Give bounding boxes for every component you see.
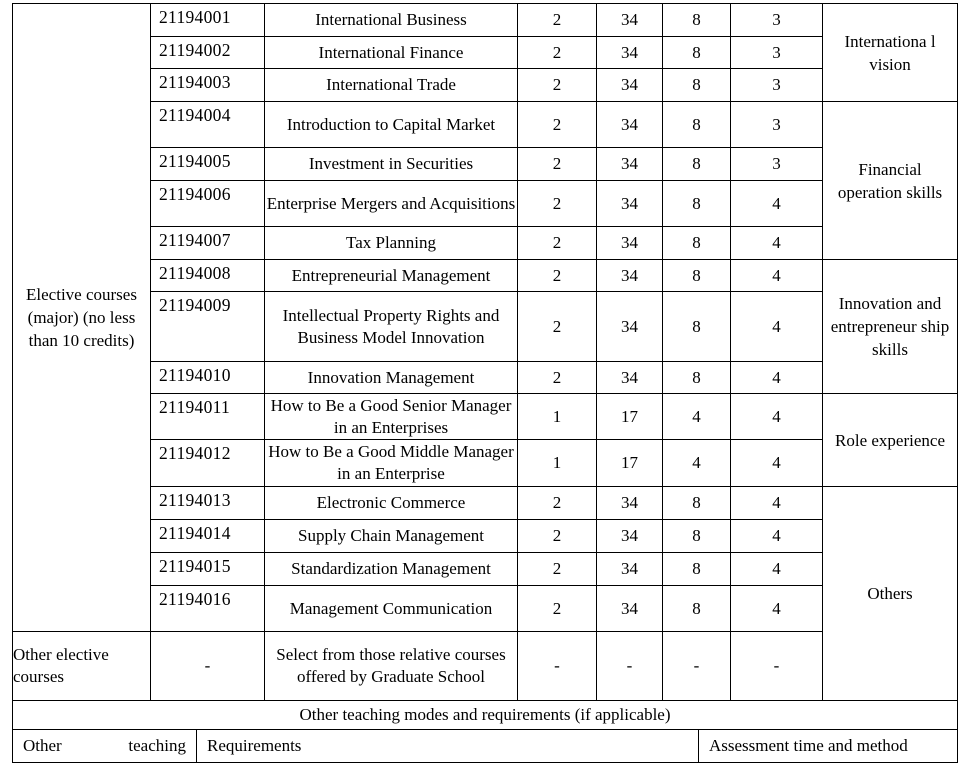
course-code: 21194007	[159, 230, 231, 250]
course-credit: 2	[552, 559, 562, 578]
course-code: 21194003	[159, 72, 231, 92]
footer-other-teaching: Other teaching	[23, 736, 186, 755]
course-name: Supply Chain Management	[297, 526, 485, 545]
course-credit: 2	[552, 526, 562, 545]
course-semester: -	[773, 656, 780, 675]
course-credit: 1	[552, 406, 562, 426]
course-hours: 34	[621, 233, 638, 252]
course-name: Introduction to Capital Market	[286, 114, 496, 134]
course-semester: 4	[772, 598, 781, 618]
course-semester: 4	[772, 453, 781, 472]
course-name: International Trade	[326, 75, 456, 94]
course-credit: 1	[552, 453, 562, 472]
course-code: 21194012	[159, 443, 231, 463]
course-hours: 17	[621, 453, 638, 472]
course-practice-hours: 8	[692, 367, 701, 387]
table-border	[957, 3, 958, 763]
course-code: 21194002	[159, 40, 231, 60]
course-code: 21194006	[159, 184, 231, 204]
course-credit: 2	[552, 367, 562, 387]
course-group-label: Financial operation skills	[837, 159, 943, 202]
course-hours: 34	[621, 265, 638, 285]
course-code: 21194008	[159, 263, 231, 283]
course-hours: 34	[621, 493, 638, 512]
course-name: Entrepreneurial Management	[291, 265, 491, 285]
course-practice-hours: 8	[692, 526, 701, 545]
course-group-label: Role experience	[835, 430, 945, 450]
course-credit: 2	[552, 154, 562, 173]
course-practice-hours: 8	[692, 193, 701, 213]
course-credit: 2	[552, 193, 562, 213]
course-semester: 4	[772, 316, 781, 336]
course-practice-hours: 8	[692, 233, 701, 252]
course-hours: 34	[621, 10, 638, 29]
course-hours: 17	[621, 406, 638, 426]
table-border	[12, 762, 958, 763]
course-semester: 4	[772, 526, 781, 545]
course-group-label: Innovation and entrepreneur ship skills	[830, 294, 950, 359]
course-credit: 2	[552, 42, 562, 62]
course-semester: 4	[772, 265, 781, 285]
course-practice-hours: 4	[692, 453, 701, 472]
course-code: 21194016	[159, 589, 231, 609]
course-code: 21194011	[159, 397, 231, 417]
course-hours: -	[626, 656, 633, 675]
course-credit: 2	[552, 493, 562, 512]
course-hours: 34	[621, 114, 638, 134]
course-practice-hours: -	[693, 656, 700, 675]
course-practice-hours: 8	[692, 10, 701, 29]
course-name: Investment in Securities	[308, 154, 474, 173]
course-hours: 34	[621, 559, 638, 578]
course-practice-hours: 8	[692, 265, 701, 285]
course-semester: 4	[772, 493, 781, 512]
course-group-label: Internationa l vision	[844, 31, 936, 74]
course-hours: 34	[621, 154, 638, 173]
course-name: Tax Planning	[346, 233, 436, 252]
course-name: International Finance	[318, 42, 464, 62]
course-practice-hours: 8	[692, 559, 701, 578]
course-name: Select from those relative courses offered by Graduate School	[276, 645, 506, 686]
course-name: Intellectual Property Rights and Business Model Innovation	[282, 305, 500, 347]
course-code: 21194015	[159, 556, 231, 576]
course-hours: 34	[621, 42, 638, 62]
course-credit: -	[554, 656, 560, 675]
course-practice-hours: 8	[692, 75, 701, 94]
course-practice-hours: 8	[692, 154, 701, 173]
course-code: 21194009	[159, 295, 231, 315]
course-practice-hours: 8	[692, 42, 701, 62]
course-practice-hours: 4	[692, 406, 701, 426]
course-hours: 34	[621, 316, 638, 336]
course-hours: 34	[621, 526, 638, 545]
course-name: How to Be a Good Middle Manager in an Enterprise	[268, 442, 514, 483]
course-name: How to Be a Good Senior Manager in an Enterprises	[270, 395, 512, 437]
course-name: International Business	[315, 10, 467, 29]
course-code: 21194013	[159, 490, 231, 510]
footer-assessment: Assessment time and method	[709, 736, 908, 755]
footer-requirements: Requirements	[207, 736, 302, 755]
course-semester: 4	[772, 559, 781, 578]
course-credit: 2	[552, 114, 562, 134]
course-hours: 34	[621, 598, 638, 618]
course-credit: 2	[552, 598, 562, 618]
course-semester: 4	[772, 367, 781, 387]
course-credit: 2	[552, 316, 562, 336]
course-credit: 2	[552, 265, 562, 285]
course-credit: 2	[552, 75, 562, 94]
course-practice-hours: 8	[692, 598, 701, 618]
course-semester: 3	[772, 154, 781, 173]
course-name: Innovation Management	[307, 367, 475, 387]
course-credit: 2	[552, 10, 562, 29]
section-title: Other teaching modes and requirements (if applicable)	[299, 705, 671, 724]
course-name: Management Communication	[289, 598, 493, 618]
course-semester: 3	[772, 42, 781, 62]
course-code: 21194001	[159, 7, 231, 27]
course-code: -	[204, 656, 211, 675]
course-hours: 34	[621, 75, 638, 94]
course-code: 21194014	[159, 523, 231, 543]
course-credit: 2	[552, 233, 562, 252]
course-hours: 34	[621, 193, 638, 213]
course-practice-hours: 8	[692, 114, 701, 134]
course-semester: 3	[772, 75, 781, 94]
course-semester: 4	[772, 193, 781, 213]
course-semester: 3	[772, 114, 781, 134]
course-group-label: Others	[867, 584, 913, 603]
course-code: 21194010	[159, 365, 231, 385]
course-practice-hours: 8	[692, 493, 701, 512]
course-code: 21194005	[159, 151, 231, 171]
course-code: 21194004	[159, 105, 231, 125]
course-semester: 4	[772, 406, 781, 426]
course-name: Enterprise Mergers and Acquisitions	[266, 193, 516, 213]
course-name: Electronic Commerce	[316, 493, 466, 512]
course-hours: 34	[621, 367, 638, 387]
course-practice-hours: 8	[692, 316, 701, 336]
course-semester: 3	[772, 10, 781, 29]
course-name: Standardization Management	[291, 559, 491, 578]
category-elective-major: Elective courses (major) (no less than 10 credits)	[26, 285, 137, 350]
course-semester: 4	[772, 233, 781, 252]
category-other-elective: Other elective courses	[13, 645, 109, 686]
